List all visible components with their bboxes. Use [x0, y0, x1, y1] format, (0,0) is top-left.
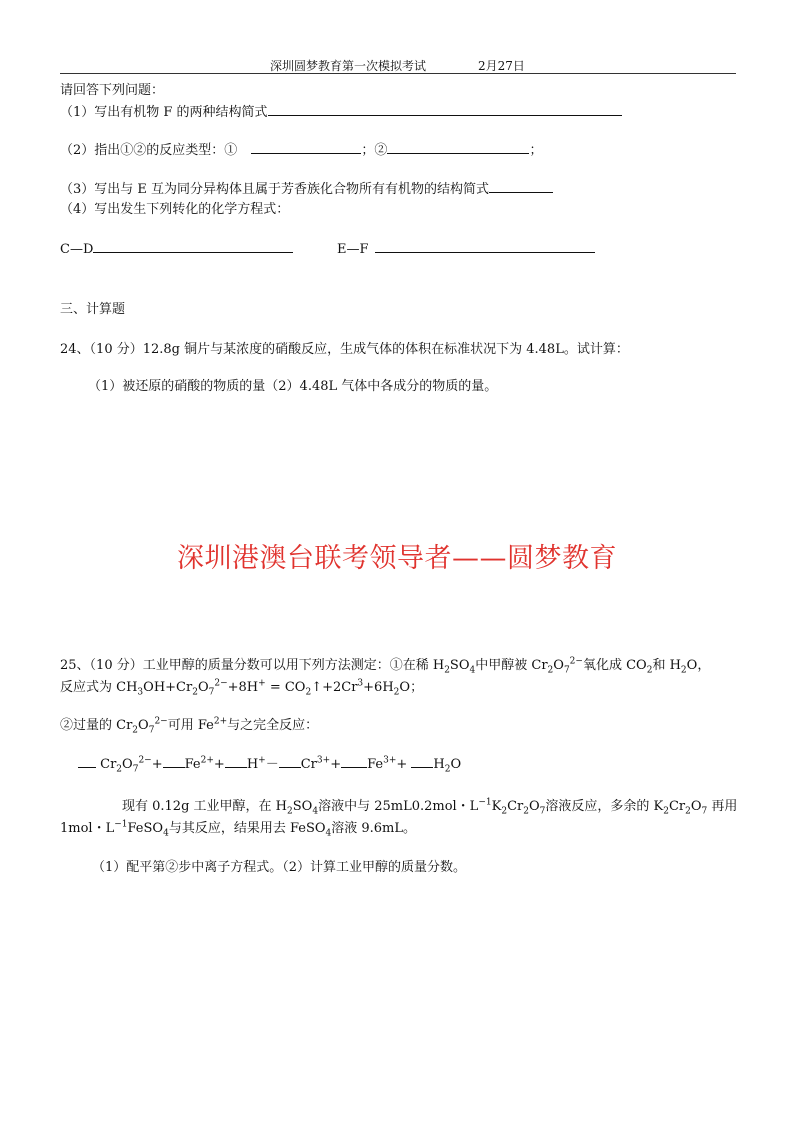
text: = CO [265, 680, 306, 695]
text: 25、（10 分）工业甲醇的质量分数可以用下列方法测定：①在稀 H [60, 658, 445, 673]
q25-line1: 25、（10 分）工业甲醇的质量分数可以用下列方法测定：①在稀 $H_2SO_4$中甲醇被 $Cr_2O_7^{2-}$氧化成 $CO_2$和 $H_2O$， [60, 656, 711, 676]
q23-part2-sep: ；② [361, 143, 388, 158]
coef-blank[interactable] [411, 755, 433, 768]
q23-part1 [60, 101, 622, 120]
text: 溶液 9.6mL。 [331, 821, 417, 836]
header-rule [60, 73, 736, 74]
q23-ef [337, 240, 595, 257]
answer-blank[interactable] [375, 240, 595, 253]
text: O [450, 757, 462, 772]
header-title: 深圳圆梦教育第一次模拟考试 [270, 59, 427, 73]
q23-part3-text: （3）写出与 E 互为同分异构体且属于芳香族化合物所有有机物的结构简式 [60, 182, 490, 197]
text: O； [399, 680, 424, 695]
text: O [528, 799, 540, 814]
text: 与其反应，结果用去 FeSO [168, 821, 326, 836]
text: 现有 0.12g 工业甲醇，在 H [122, 799, 288, 814]
q23-part2 [60, 139, 542, 158]
text: Fe [367, 757, 384, 772]
coef-blank[interactable] [78, 755, 96, 768]
coef-blank[interactable] [163, 755, 185, 768]
answer-blank[interactable] [489, 180, 553, 193]
q23-part1-text: （1）写出有机物 F 的两种结构简式 [60, 105, 268, 120]
text: O [690, 799, 702, 814]
q23-part3 [60, 178, 553, 197]
text: +6H [363, 680, 394, 695]
page-header [270, 57, 426, 74]
q24-stem: 24、（10 分）12.8g 铜片与某浓度的硝酸反应，生成气体的体积在标准状况下为 4.48L。试计算： [60, 342, 629, 357]
text: 和 H [652, 658, 681, 673]
text: SO [292, 799, 313, 814]
text: 反应式为 CH [60, 680, 138, 695]
text: 可用 Fe [167, 718, 214, 733]
text: H [246, 757, 259, 772]
q25-line3: ②过量的 $Cr_2O_7^{2-}$可用 $Fe^{2+}$与之完全反应： [60, 716, 319, 736]
answer-blank[interactable] [440, 103, 622, 116]
text: Fe [184, 757, 201, 772]
answer-blank[interactable] [93, 240, 293, 253]
section-title: 三、计算题 [60, 302, 126, 317]
q23-part2-text: （2）指出①②的反应类型：① [60, 143, 238, 158]
text: FeSO [127, 821, 164, 836]
q25-line6: 1mol・$L^{-1}FeSO_4$与其反应，结果用去 FeSO$_4$溶液 9.6mL。 [60, 819, 417, 839]
q23-cd [60, 240, 293, 257]
text: 氧化成 CO [582, 658, 647, 673]
text: 中甲醇被 Cr [475, 658, 548, 673]
text: Cr [300, 757, 317, 772]
text: 溶液中与 25mL0.2mol・L [318, 799, 479, 814]
text: O [138, 718, 149, 733]
q24-sub: （1）被还原的硝酸的物质的量（2）4.48L 气体中各成分的物质的量。 [88, 379, 498, 394]
text: O [553, 658, 564, 673]
coef-blank[interactable] [279, 755, 301, 768]
text: ↑+2Cr [311, 680, 358, 695]
q25-sub: （1）配平第②步中离子方程式。（2）计算工业甲醇的质量分数。 [92, 860, 467, 875]
q23-intro: 请回答下列问题： [60, 83, 165, 98]
text: +8H [227, 680, 259, 695]
text: 再用 [707, 799, 738, 814]
text: O [122, 757, 133, 772]
q23-cd-label: C—D [60, 242, 94, 257]
text: O， [686, 658, 711, 673]
watermark-banner: 深圳港澳台联考领导者——圆梦教育 [177, 543, 617, 574]
text: O [197, 680, 209, 695]
text: Cr [96, 757, 117, 772]
coef-blank[interactable] [225, 755, 247, 768]
q23-part4: （4）写出发生下列转化的化学方程式： [60, 202, 290, 217]
text: SO [449, 658, 470, 673]
text: Cr [507, 799, 524, 814]
answer-blank[interactable] [251, 141, 361, 154]
q23-part2-end: ； [529, 143, 543, 158]
q25-equation: $Cr_2O_7^{2-}+ Fe^{2+}+ H^+- Cr^{3+}+ Fe^{3+}+ H_2O$ [78, 753, 461, 772]
text: Cr [668, 799, 686, 814]
q23-ef-label: E—F [337, 242, 369, 257]
coef-blank[interactable] [341, 755, 367, 768]
header-date: 2月27日 [478, 59, 525, 73]
text: 与之完全反应： [227, 718, 319, 733]
text: 溶液反应，多余的 K [545, 799, 664, 814]
answer-blank[interactable] [268, 103, 440, 116]
text: 1mol・L [60, 821, 115, 836]
text: K [491, 799, 502, 814]
text: H [433, 757, 445, 772]
text: OH+Cr [143, 680, 193, 695]
text: ②过量的 Cr [60, 718, 133, 733]
q25-line2: 反应式为 $CH_3OH+Cr_2O_7^{2-}+8H^+$ = $CO_2↑+2Cr^3+6H_2O$； [60, 678, 424, 698]
q25-line5: 现有 0.12g 工业甲醇，在 $H_2SO_4$溶液中与 25mL0.2mol・$L^{-1}K_2Cr_2O_7$溶液反应，多余的 $K_2Cr_2O_7$ 再用 [122, 797, 738, 817]
answer-blank[interactable] [387, 141, 529, 154]
